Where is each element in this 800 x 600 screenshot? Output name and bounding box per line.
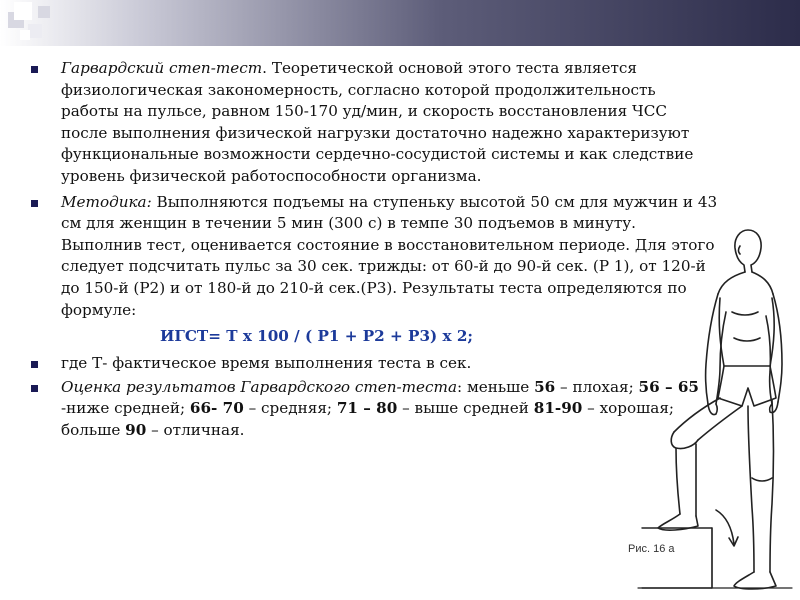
bullet-square-icon bbox=[31, 385, 38, 392]
method-text: Выполняются подъемы на ступеньку высотой 50 см для мужчин и 43 см для женщин в течении 5 мин (300 с) в темпе 30 подъемов в минуту. Выполнив тест, оценивается состояние в восстановительном периоде. Для этого следует подсчитать пульс за 30 сек. трижды: от 60-й до 90-й сек. (Р 1), от 120-й до 150-й (Р2) и от 180-й до 210-й сек.(Р3). Результаты теста определяются по формуле: bbox=[61, 192, 718, 319]
label-excellent: – отличная. bbox=[146, 420, 245, 439]
paragraph-method bbox=[28, 192, 718, 322]
label-below-average: -ниже средней; bbox=[61, 399, 190, 418]
value-56: 56 bbox=[534, 377, 556, 396]
range-66-70: 66- 70 bbox=[189, 399, 244, 418]
evaluation-lead: : меньше bbox=[457, 377, 535, 396]
figure-caption: Рис. 16 а bbox=[628, 543, 675, 555]
range-56-65: 56 – 65 bbox=[638, 377, 699, 396]
decor-square bbox=[20, 30, 30, 40]
where-text: где Т- фактическое время выполнения теста в сек. bbox=[61, 354, 472, 373]
label-above-average: – выше средней bbox=[397, 399, 534, 418]
evaluation-title: Оценка результатов Гарвардского степ-теста bbox=[61, 377, 458, 396]
title-bar-gradient bbox=[0, 0, 800, 46]
range-81-90: 81-90 bbox=[533, 399, 583, 418]
label-average: – средняя; bbox=[243, 399, 337, 418]
bullet-square-icon bbox=[31, 200, 38, 207]
label-good: – хорошая; больше bbox=[61, 399, 675, 439]
bullet-square-icon bbox=[31, 361, 38, 368]
decor-square bbox=[28, 24, 42, 38]
value-90: 90 bbox=[125, 420, 147, 439]
theory-text: Теоретической основой этого теста является физиологическая закономерность, согласно которой продолжительность работы на пульсе, равном 150-170 уд/мин, и скорость восстановления ЧСС после выполнения физической нагрузки достаточно надежно характеризуют функциональные возможности сердечно-сосудистой системы и как следствие уровень физической работоспособности организма. bbox=[61, 59, 694, 185]
decor-square bbox=[38, 6, 50, 18]
paragraph-where bbox=[28, 353, 718, 375]
theory-separator: . bbox=[262, 59, 272, 77]
decor-square bbox=[14, 2, 32, 20]
paragraph-theory bbox=[28, 58, 718, 188]
paragraph-evaluation bbox=[28, 377, 718, 442]
formula: ИГСТ= Т х 100 / ( Р1 + Р2 + Р3) х 2; bbox=[160, 327, 474, 346]
range-71-80: 71 – 80 bbox=[336, 399, 398, 418]
label-poor: – плохая; bbox=[555, 377, 639, 396]
slide-body bbox=[28, 58, 718, 442]
bullet-square-icon bbox=[31, 66, 38, 73]
method-title: Методика: bbox=[61, 192, 152, 211]
theory-title: Гарвардский степ-тест bbox=[61, 59, 263, 77]
